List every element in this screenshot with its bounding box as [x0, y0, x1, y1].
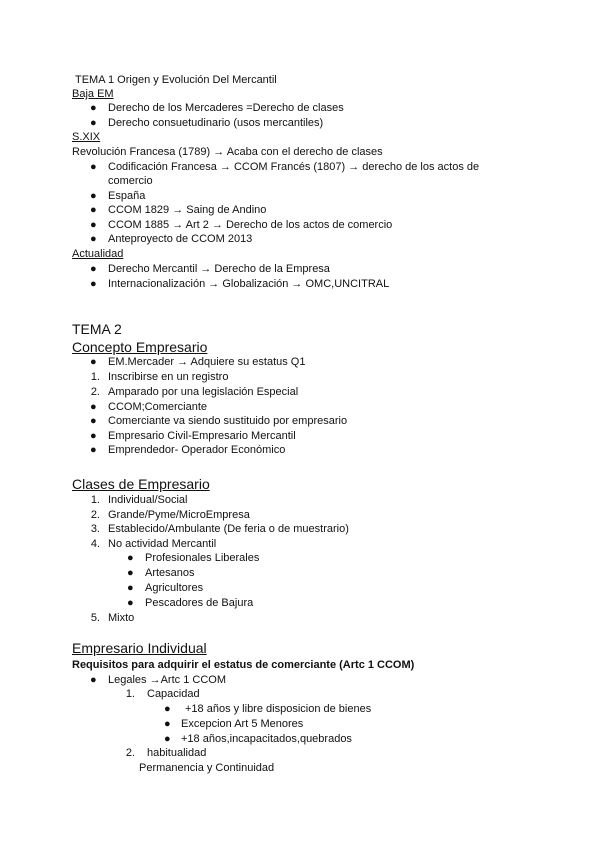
bullet-icon: ● — [90, 674, 97, 686]
bullet-icon: ● — [127, 597, 134, 609]
clases-heading: Clases de Empresario — [72, 476, 210, 492]
list-item: Empresario Civil-Empresario Mercantil — [108, 430, 296, 442]
list-item: No actividad Mercantil — [108, 538, 217, 550]
list-item: Derecho Mercantil → Derecho de la Empresa — [108, 263, 330, 275]
sub-list-item: Profesionales Liberales — [145, 552, 260, 564]
list-item: Legales →Artc 1 CCOM — [108, 674, 226, 686]
list-item: Emprendedor- Operador Económico — [108, 444, 286, 456]
list-item: Grande/Pyme/MicroEmpresa — [108, 509, 250, 521]
list-item: Internacionalización → Globalización → OMC,UNCITRAL — [108, 278, 390, 290]
list-number: 5. — [90, 612, 100, 624]
sxix-intro: Revolución Francesa (1789) → Acaba con el derecho de clases — [72, 146, 383, 158]
list-item: Codificación Francesa → CCOM Francés (1807) → derecho de los actos de — [108, 161, 480, 173]
sub-list-item: +18 años,incapacitados,quebrados — [181, 733, 352, 745]
list-item-continuation: comercio — [108, 175, 153, 187]
concepto-heading: Concepto Empresario — [72, 339, 208, 355]
bullet-icon: ● — [90, 117, 97, 129]
bullet-icon: ● — [90, 263, 97, 275]
requisitos-title: Requisitos para adquirir el estatus de comerciante (Artc 1 CCOM) — [72, 659, 415, 671]
sxix-heading: S.XIX — [72, 131, 101, 143]
list-item: Anteproyecto de CCOM 2013 — [108, 233, 253, 245]
list-item: EM.Mercader → Adquiere su estatus Q1 — [108, 356, 306, 368]
bullet-icon: ● — [90, 401, 97, 413]
list-item: CCOM 1885 → Art 2 → Derecho de los actos de comercio — [108, 219, 393, 231]
list-item: Derecho de los Mercaderes =Derecho de clases — [108, 102, 344, 114]
bullet-icon: ● — [127, 582, 134, 594]
list-item: Capacidad — [147, 688, 200, 700]
bullet-icon: ● — [90, 278, 97, 290]
baja-em-heading: Baja EM — [72, 88, 114, 100]
bullet-icon: ● — [127, 567, 134, 579]
list-item: Mixto — [108, 612, 135, 624]
tema1-title: TEMA 1 Origen y Evolución Del Mercantil — [75, 74, 277, 86]
list-item: CCOM 1829 → Saing de Andino — [108, 204, 267, 216]
bullet-icon: ● — [90, 415, 97, 427]
actualidad-heading: Actualidad — [72, 248, 124, 260]
list-number: 1. — [90, 371, 100, 383]
list-number: 1. — [90, 494, 100, 506]
list-item: Comerciante va siendo sustituido por empresario — [108, 415, 348, 427]
list-item: CCOM;Comerciante — [108, 401, 208, 413]
sub-list-item: Agricultores — [145, 582, 204, 594]
permanencia-text: Permanencia y Continuidad — [139, 762, 275, 774]
sub-list-item: +18 años y libre disposicion de bienes — [185, 703, 372, 715]
bullet-icon: ● — [90, 430, 97, 442]
bullet-icon: ● — [90, 102, 97, 114]
list-item: Inscribirse en un registro — [108, 371, 229, 383]
list-number: 2. — [90, 509, 100, 521]
list-item: Amparado por una legislación Especial — [108, 386, 299, 398]
bullet-icon: ● — [90, 204, 97, 216]
bullet-icon: ● — [164, 703, 171, 715]
list-number: 2. — [90, 386, 100, 398]
list-number: 2. — [125, 747, 135, 759]
sub-list-item: Artesanos — [145, 567, 195, 579]
sub-list-item: Excepcion Art 5 Menores — [181, 718, 304, 730]
bullet-icon: ● — [164, 733, 171, 745]
list-number: 4. — [90, 538, 100, 550]
bullet-icon: ● — [90, 356, 97, 368]
list-item: Individual/Social — [108, 494, 188, 506]
list-number: 3. — [90, 523, 100, 535]
bullet-icon: ● — [90, 190, 97, 202]
list-number: 1. — [125, 688, 135, 700]
list-item: Establecido/Ambulante (De feria o de muestrario) — [108, 523, 349, 535]
list-item: Derecho consuetudinario (usos mercantiles) — [108, 117, 324, 129]
list-item: habitualidad — [147, 747, 207, 759]
list-item: España — [108, 190, 146, 202]
bullet-icon: ● — [127, 552, 134, 564]
bullet-icon: ● — [164, 718, 171, 730]
bullet-icon: ● — [90, 233, 97, 245]
sub-list-item: Pescadores de Bajura — [145, 597, 254, 609]
tema2-title: TEMA 2 — [72, 321, 122, 337]
bullet-icon: ● — [90, 219, 97, 231]
individual-heading: Empresario Individual — [72, 640, 207, 656]
bullet-icon: ● — [90, 444, 97, 456]
bullet-icon: ● — [90, 161, 97, 173]
